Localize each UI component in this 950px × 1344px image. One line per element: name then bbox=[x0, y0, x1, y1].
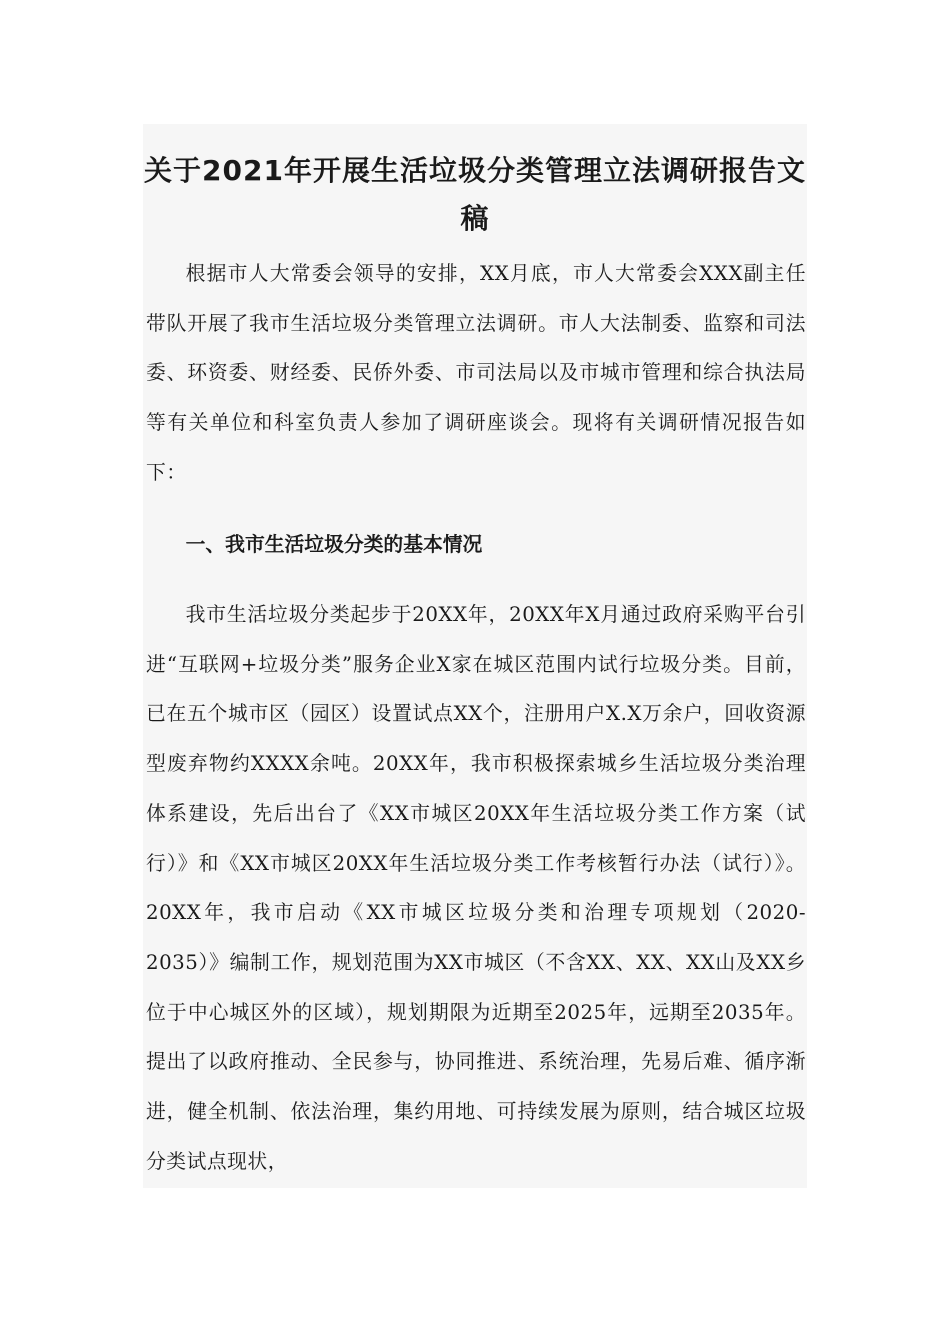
document-title: 关于2021年开展生活垃圾分类管理立法调研报告文稿 bbox=[144, 153, 806, 235]
intro-paragraph: 根据市人大常委会领导的安排，XX月底，市人大常委会XXX副主任带队开展了我市生活垃圾分类管理立法调研。市人大法制委、监察和司法委、环资委、财经委、民侨外委、市司法局以及市城市管理和综合执法局等有关单位和科室负责人参加了调研座谈会。现将有关调研情况报告如下： bbox=[146, 262, 806, 484]
body-paragraph: 我市生活垃圾分类起步于20XX年，20XX年X月通过政府采购平台引进“互联网+垃圾分类”服务企业X家在城区范围内试行垃圾分类。目前，已在五个城市区（园区）设置试点XX个，注册用户X.X万余户，回收资源型废弃物约XXXX余吨。20XX年，我市积极探索城乡生活垃圾分类治理体系建设，先后出台了《XX市城区20XX年生活垃圾分类工作方案（试行）》和《XX市城区20XX年生活垃圾分类工作考核暂行办法（试行）》。20XX年，我市启动《XX市城区垃圾分类和治理专项规划（2020-2035）》编制工作，规划范围为XX市城区（不含XX、XX、XX山及XX乡位于中心城区外的区域），规划期限为近期至2025年，远期至2035年。提出了以政府推动、全民参与，协同推进、系统治理，先易后难、循序渐进，健全机制、依法治理，集约用地、可持续发展为原则，结合城区垃圾分类试点现状， bbox=[146, 603, 806, 1173]
section-heading: 一、我市生活垃圾分类的基本情况 bbox=[185, 533, 483, 556]
